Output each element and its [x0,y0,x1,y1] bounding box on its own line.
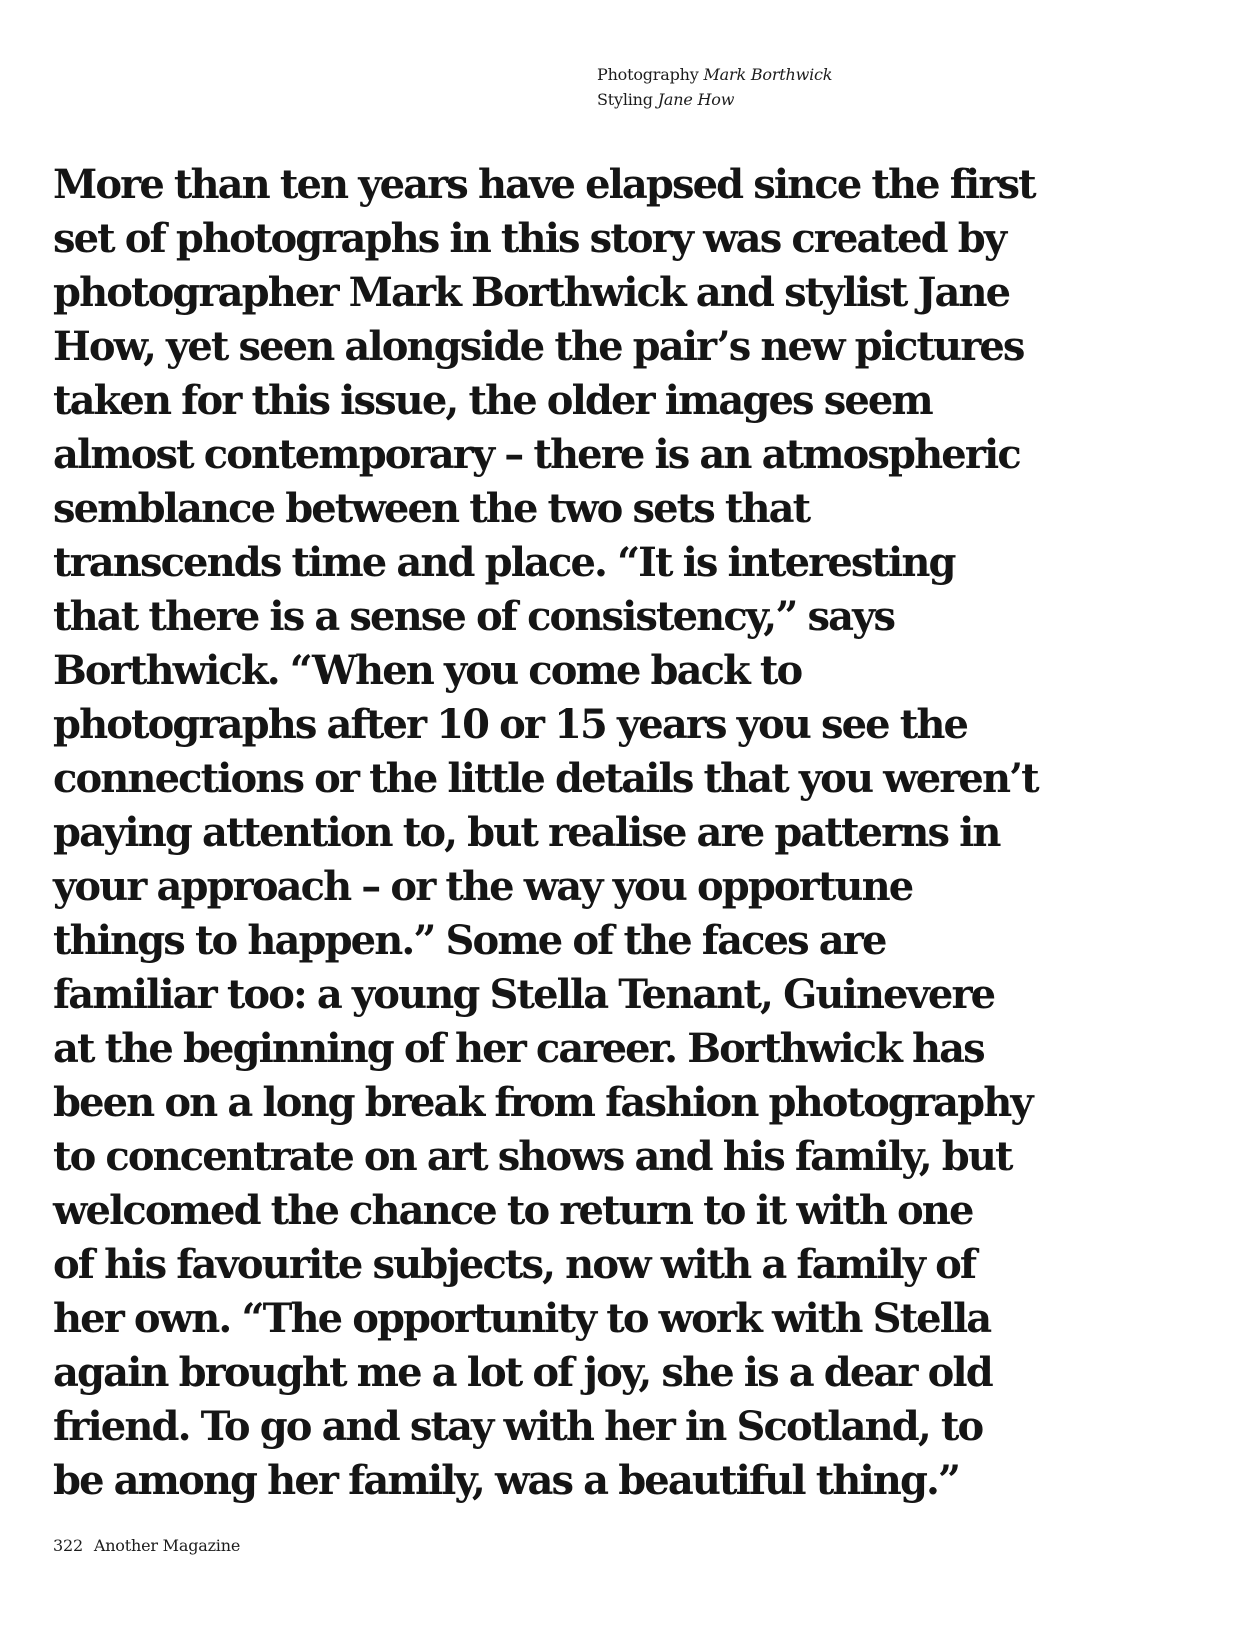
photography-label: Photography [597,65,699,84]
photography-credit [597,62,832,87]
article-line: Borthwick. “When you come back to [53,647,802,694]
publication-name: Another Magazine [93,1536,241,1555]
article-line: again brought me a lot of joy, she is a dear old [53,1349,992,1396]
article-line: been on a long break from fashion photography [53,1079,1032,1126]
article-line: transcends time and place. “It is interesting [53,539,955,586]
article-line: set of photographs in this story was created by [53,215,1006,262]
article-line: How, yet seen alongside the pair’s new pictures [53,323,1024,370]
page-number: 322 [53,1536,83,1555]
article-line: almost contemporary – there is an atmospheric [53,431,1020,478]
article-line: be among her family, was a beautiful thing.” [53,1457,960,1504]
article-line: at the beginning of her career. Borthwick has [53,1025,984,1072]
page-footer [53,1536,240,1556]
article-line: semblance between the two sets that [53,485,810,532]
stylist-name: Jane How [657,90,735,109]
article-line: things to happen.” Some of the faces are [53,917,886,964]
article-line: welcomed the chance to return to it with one [53,1187,973,1234]
article-line: paying attention to, but realise are patterns in [53,809,1000,856]
article-line: photographs after 10 or 15 years you see the [53,701,968,748]
article-line: that there is a sense of consistency,” says [53,593,895,640]
article-line: friend. To go and stay with her in Scotland, to [53,1403,983,1450]
article-line: taken for this issue, the older images seem [53,377,932,424]
article-line: to concentrate on art shows and his family, but [53,1133,1012,1180]
article-line: photographer Mark Borthwick and stylist Jane [53,269,1010,316]
article-line: your approach – or the way you opportune [53,863,913,910]
article-line: of his favourite subjects, now with a family of [53,1241,976,1288]
article-line: her own. “The opportunity to work with Stella [53,1295,991,1342]
article-line: connections or the little details that you weren’t [53,755,1038,802]
article-line: More than ten years have elapsed since the first [53,161,1035,208]
styling-credit [597,87,832,112]
article-body [53,158,1193,1508]
credits-block [597,62,832,112]
article-line: familiar too: a young Stella Tenant, Guinevere [53,971,995,1018]
photographer-name: Mark Borthwick [703,65,833,84]
styling-label: Styling [597,90,653,109]
